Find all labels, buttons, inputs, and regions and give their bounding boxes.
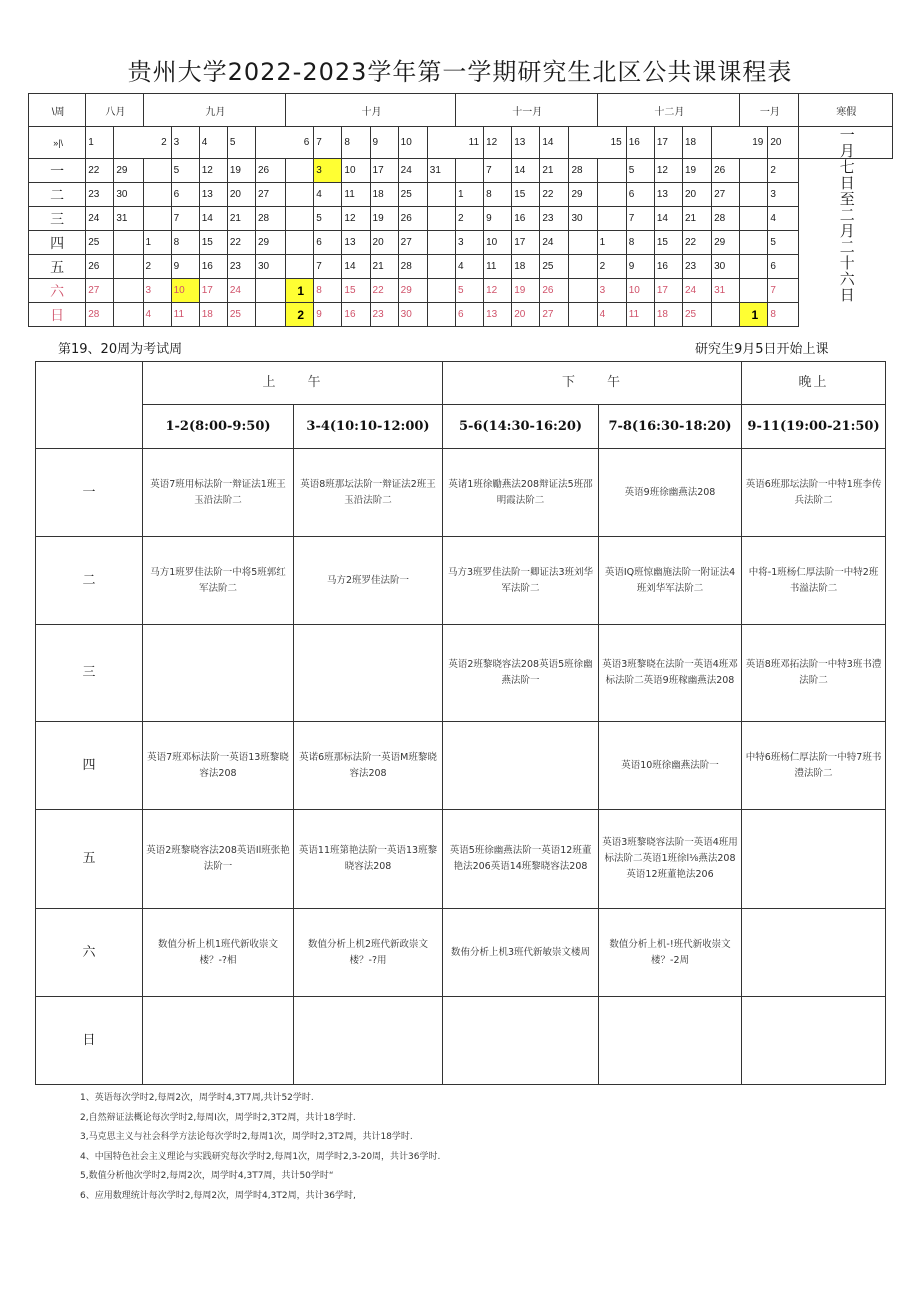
schedule-day-row xyxy=(36,449,886,537)
calendar-date-cell: 1 xyxy=(740,303,768,327)
calendar-date-cell: 4 xyxy=(314,183,342,207)
week-number-19: 19 xyxy=(712,127,768,159)
calendar-date-cell: 19 xyxy=(370,207,398,231)
calendar-date-cell: 4 xyxy=(143,303,171,327)
calendar-day-row xyxy=(29,255,893,279)
class-start-note: 研究生9月5日开始上课 xyxy=(695,342,829,357)
calendar-date-cell: 18 xyxy=(512,255,540,279)
footnote-line: 6、应用数理统计每次学时2,每周2次，周学时4,3T2周，共计36学时, xyxy=(80,1190,356,1201)
calendar-date-cell xyxy=(114,231,143,255)
calendar-date-cell: 28 xyxy=(712,207,740,231)
calendar-date-cell: 22 xyxy=(540,183,569,207)
exam-week-note: 第19、20周为考试周 xyxy=(58,342,183,357)
week-number-3: 3 xyxy=(171,127,199,159)
schedule-day-label: 五 xyxy=(36,810,143,909)
calendar-date-cell: 27 xyxy=(256,183,286,207)
schedule-course-cell: 中特6班杨仁厚法阶一中特7班书澧法阶二 xyxy=(742,722,886,810)
calendar-day-label: 一 xyxy=(29,159,86,183)
calendar-date-cell: 27 xyxy=(398,231,427,255)
calendar-week-row xyxy=(29,127,893,159)
calendar-date-cell: 9 xyxy=(171,255,199,279)
calendar-date-cell: 12 xyxy=(654,159,682,183)
calendar-date-cell xyxy=(427,183,455,207)
calendar-date-cell: 1 xyxy=(455,183,483,207)
calendar-date-cell xyxy=(427,303,455,327)
calendar-day-row xyxy=(29,207,893,231)
calendar-date-cell: 2 xyxy=(143,255,171,279)
calendar-date-cell: 8 xyxy=(626,231,654,255)
calendar-date-cell: 19 xyxy=(682,159,711,183)
calendar-date-cell xyxy=(455,159,483,183)
calendar-date-cell: 16 xyxy=(512,207,540,231)
calendar-day-label: 日 xyxy=(29,303,86,327)
calendar-date-cell: 14 xyxy=(199,207,227,231)
calendar-date-cell: 14 xyxy=(512,159,540,183)
calendar-date-cell: 14 xyxy=(342,255,370,279)
calendar-day-row xyxy=(29,159,893,183)
calendar-date-cell: 30 xyxy=(256,255,286,279)
schedule-day-label: 一 xyxy=(36,449,143,537)
calendar-date-cell: 10 xyxy=(171,279,199,303)
schedule-course-cell: 英语8班邓拓法阶一中特3班书澧法阶二 xyxy=(742,625,886,722)
calendar-date-cell xyxy=(427,279,455,303)
calendar-date-cell: 24 xyxy=(86,207,114,231)
calendar-date-cell: 29 xyxy=(569,183,597,207)
week-number-15: 15 xyxy=(569,127,626,159)
calendar-date-cell: 1 xyxy=(597,231,626,255)
calendar-date-cell xyxy=(597,183,626,207)
calendar-date-cell: 30 xyxy=(712,255,740,279)
calendar-date-cell: 13 xyxy=(199,183,227,207)
schedule-course-cell: 英语7班用标法阶一辩证法1班王玉沿法阶二 xyxy=(143,449,294,537)
calendar-date-cell: 8 xyxy=(171,231,199,255)
schedule-course-cell: 英语2班黎晓容法208英语5班徐幽燕法阶一 xyxy=(443,625,599,722)
schedule-course-cell: 英语9班徐幽燕法208 xyxy=(599,449,742,537)
calendar-date-cell: 11 xyxy=(342,183,370,207)
calendar-date-cell: 20 xyxy=(512,303,540,327)
calendar-date-cell: 18 xyxy=(199,303,227,327)
schedule-course-cell: 马方2班罗佳法阶一 xyxy=(294,537,443,625)
calendar-date-cell: 15 xyxy=(342,279,370,303)
calendar-date-cell: 11 xyxy=(626,303,654,327)
period-9-11: 9-11(19:00-21:50) xyxy=(742,405,886,449)
calendar-date-cell: 3 xyxy=(314,159,342,183)
schedule-course-cell: 英语8班那坛法阶一辩证法2班王玉沿法阶二 xyxy=(294,449,443,537)
calendar-date-cell: 25 xyxy=(86,231,114,255)
session-evening: 晚上 xyxy=(742,362,886,405)
schedule-day-row xyxy=(36,909,886,997)
calendar-date-cell: 13 xyxy=(342,231,370,255)
calendar-date-cell xyxy=(143,207,171,231)
calendar-month-1: 八月 xyxy=(86,94,143,127)
calendar-date-cell: 3 xyxy=(597,279,626,303)
calendar-month-2: 九月 xyxy=(143,94,286,127)
calendar-date-cell xyxy=(286,159,314,183)
calendar-date-cell: 21 xyxy=(370,255,398,279)
calendar-month-4: 十一月 xyxy=(455,94,597,127)
calendar-date-cell xyxy=(569,279,597,303)
schedule-corner xyxy=(36,362,143,449)
calendar-date-cell: 25 xyxy=(540,255,569,279)
calendar-date-cell: 27 xyxy=(86,279,114,303)
calendar-date-cell xyxy=(256,303,286,327)
calendar-date-cell: 31 xyxy=(712,279,740,303)
calendar-date-cell: 26 xyxy=(712,159,740,183)
calendar-date-cell: 8 xyxy=(314,279,342,303)
calendar-date-cell: 5 xyxy=(314,207,342,231)
calendar-date-cell: 22 xyxy=(227,231,255,255)
schedule-day-label: 日 xyxy=(36,997,143,1085)
calendar-date-cell xyxy=(286,207,314,231)
schedule-course-cell: 英语6班那坛法阶一中特1班李传兵法阶二 xyxy=(742,449,886,537)
schedule-course-cell: 数值分析上机-!班代新收崇文楼？-2周 xyxy=(599,909,742,997)
calendar-date-cell: 13 xyxy=(484,303,512,327)
calendar-date-cell xyxy=(114,279,143,303)
calendar-date-cell: 22 xyxy=(370,279,398,303)
calendar-date-cell: 29 xyxy=(712,231,740,255)
calendar-day-label: 五 xyxy=(29,255,86,279)
calendar-date-cell: 4 xyxy=(768,207,798,231)
calendar-date-cell: 6 xyxy=(171,183,199,207)
footnote-line: 1、英语每次学时2,每周2次，周学时4,3T7周,共计52学时. xyxy=(80,1093,314,1103)
calendar-date-cell: 8 xyxy=(484,183,512,207)
schedule-course-cell: 数值分析上机2班代新政崇文楼？-?用 xyxy=(294,909,443,997)
period-5-6: 5-6(14:30-16:20) xyxy=(443,405,599,449)
calendar-date-cell: 30 xyxy=(569,207,597,231)
calendar-date-cell: 7 xyxy=(314,255,342,279)
calendar-date-cell: 12 xyxy=(342,207,370,231)
calendar-date-cell: 15 xyxy=(654,231,682,255)
calendar-date-cell: 30 xyxy=(398,303,427,327)
schedule-course-cell xyxy=(143,625,294,722)
schedule-day-row xyxy=(36,537,886,625)
calendar-date-cell: 23 xyxy=(540,207,569,231)
calendar-date-cell: 12 xyxy=(199,159,227,183)
calendar-date-cell: 10 xyxy=(342,159,370,183)
calendar-date-cell: 3 xyxy=(768,183,798,207)
calendar-date-cell xyxy=(740,159,768,183)
period-1-2: 1-2(8:00-9:50) xyxy=(143,405,294,449)
calendar-date-cell: 7 xyxy=(626,207,654,231)
calendar-corner-bottom: »|\ xyxy=(29,127,86,159)
calendar-date-cell: 2 xyxy=(597,255,626,279)
calendar-date-cell: 8 xyxy=(768,303,798,327)
schedule-course-cell xyxy=(742,909,886,997)
schedule-course-cell xyxy=(294,997,443,1085)
calendar-date-cell xyxy=(712,303,740,327)
calendar-date-cell: 1 xyxy=(143,231,171,255)
calendar-date-cell: 5 xyxy=(455,279,483,303)
calendar-date-cell xyxy=(740,207,768,231)
calendar-day-row xyxy=(29,183,893,207)
calendar-date-cell: 23 xyxy=(370,303,398,327)
course-schedule xyxy=(35,361,886,1085)
calendar-date-cell: 7 xyxy=(171,207,199,231)
calendar-date-cell: 6 xyxy=(768,255,798,279)
week-number-6: 6 xyxy=(256,127,314,159)
schedule-course-cell: 英语10班徐幽燕法阶一 xyxy=(599,722,742,810)
week-number-12: 12 xyxy=(484,127,512,159)
calendar-date-cell: 31 xyxy=(427,159,455,183)
schedule-course-cell xyxy=(443,722,599,810)
schedule-day-row xyxy=(36,722,886,810)
schedule-course-cell: 中将-1班杨仁厚法阶一中特2班书溢法阶二 xyxy=(742,537,886,625)
footnote-line: 3,马克思主义与社会科学方法论每次学时2,每周1次，周学时2,3T2周，共计18学时. xyxy=(80,1132,413,1142)
schedule-course-cell: 英语3班黎晓在法阶一英语4班邓标法阶二英语9班稼幽燕法208 xyxy=(599,625,742,722)
calendar-corner-top: \周 xyxy=(29,94,86,127)
calendar-date-cell: 18 xyxy=(370,183,398,207)
week-number-11: 11 xyxy=(427,127,483,159)
calendar-date-cell: 31 xyxy=(114,207,143,231)
calendar-date-cell: 24 xyxy=(540,231,569,255)
calendar-date-cell: 11 xyxy=(171,303,199,327)
calendar-date-cell: 23 xyxy=(682,255,711,279)
week-number-18: 18 xyxy=(682,127,711,159)
calendar-date-cell: 28 xyxy=(569,159,597,183)
week-number-1: 1 xyxy=(86,127,114,159)
calendar-date-cell: 27 xyxy=(712,183,740,207)
page-title: 贵州大学2022-2023学年第一学期研究生北区公共课课程表 xyxy=(127,58,793,86)
calendar-date-cell: 16 xyxy=(199,255,227,279)
schedule-day-label: 二 xyxy=(36,537,143,625)
schedule-course-cell: 英语11班第艳法阶一英语13班黎晓容法208 xyxy=(294,810,443,909)
calendar-date-cell: 23 xyxy=(227,255,255,279)
calendar-date-cell: 20 xyxy=(370,231,398,255)
calendar-date-cell: 21 xyxy=(682,207,711,231)
calendar-date-cell: 26 xyxy=(540,279,569,303)
calendar-date-cell xyxy=(286,255,314,279)
calendar-date-cell: 9 xyxy=(484,207,512,231)
calendar-date-cell: 28 xyxy=(256,207,286,231)
calendar-date-cell: 22 xyxy=(86,159,114,183)
schedule-day-label: 三 xyxy=(36,625,143,722)
calendar-date-cell: 17 xyxy=(370,159,398,183)
schedule-day-label: 四 xyxy=(36,722,143,810)
calendar-date-cell: 20 xyxy=(682,183,711,207)
week-number-16: 16 xyxy=(626,127,654,159)
calendar-day-label: 四 xyxy=(29,231,86,255)
calendar-date-cell: 20 xyxy=(227,183,255,207)
calendar-date-cell: 29 xyxy=(398,279,427,303)
calendar-date-cell: 5 xyxy=(171,159,199,183)
week-number-17: 17 xyxy=(654,127,682,159)
calendar-date-cell: 3 xyxy=(455,231,483,255)
calendar-date-cell xyxy=(427,255,455,279)
schedule-day-label: 六 xyxy=(36,909,143,997)
calendar-date-cell: 29 xyxy=(256,231,286,255)
schedule-course-cell: 英语5班徐幽燕法阶一英语12班董艳法206英语14班黎晓容法208 xyxy=(443,810,599,909)
calendar-month-3: 十月 xyxy=(286,94,456,127)
calendar-date-cell: 7 xyxy=(768,279,798,303)
footnote-line: 4、中国特色社会主义理论与实践研究每次学时2,每周1次，周学时2,3-20周，共计36学时. xyxy=(80,1151,441,1162)
schedule-course-cell: 数侑分析上机3班代新敏崇文楼周 xyxy=(443,909,599,997)
calendar-date-cell xyxy=(256,279,286,303)
calendar-date-cell: 5 xyxy=(768,231,798,255)
calendar-date-cell: 24 xyxy=(227,279,255,303)
calendar-month-5: 十二月 xyxy=(597,94,740,127)
week-number-8: 8 xyxy=(342,127,370,159)
calendar-date-cell: 1 xyxy=(286,279,314,303)
calendar-date-cell: 3 xyxy=(143,279,171,303)
calendar-date-cell: 26 xyxy=(86,255,114,279)
schedule-course-cell xyxy=(443,997,599,1085)
calendar-day-label: 六 xyxy=(29,279,86,303)
session-afternoon: 下 午 xyxy=(443,362,742,405)
calendar-date-cell: 6 xyxy=(626,183,654,207)
calendar-date-cell: 26 xyxy=(256,159,286,183)
calendar-date-cell: 21 xyxy=(227,207,255,231)
schedule-course-cell: 马方3班罗佳法阶一卿证法3班刘华军法阶二 xyxy=(443,537,599,625)
schedule-course-cell xyxy=(143,997,294,1085)
calendar-date-cell: 17 xyxy=(199,279,227,303)
calendar-date-cell: 25 xyxy=(227,303,255,327)
schedule-day-row xyxy=(36,997,886,1085)
calendar-date-cell xyxy=(569,231,597,255)
calendar-date-cell xyxy=(740,279,768,303)
schedule-course-cell: 英诺6班那标法阶一英语M班黎晓容法208 xyxy=(294,722,443,810)
calendar-date-cell: 17 xyxy=(512,231,540,255)
week-number-2: 2 xyxy=(114,127,171,159)
winter-break-label: 寒假 xyxy=(798,94,893,127)
calendar-date-cell xyxy=(286,231,314,255)
schedule-course-cell: 英诸1班徐勵燕法208辩证法5班邵明霞法阶二 xyxy=(443,449,599,537)
week-number-20: 20 xyxy=(768,127,798,159)
calendar-day-label: 二 xyxy=(29,183,86,207)
calendar-date-cell: 2 xyxy=(455,207,483,231)
calendar-date-cell: 26 xyxy=(398,207,427,231)
calendar-date-cell: 5 xyxy=(626,159,654,183)
calendar-date-cell: 10 xyxy=(484,231,512,255)
schedule-course-cell xyxy=(294,625,443,722)
session-morning: 上 午 xyxy=(143,362,443,405)
winter-break-dates: 一月七日至二月二十六日 xyxy=(798,127,893,159)
calendar-date-cell: 25 xyxy=(398,183,427,207)
calendar-date-cell: 2 xyxy=(286,303,314,327)
academic-calendar xyxy=(28,93,893,327)
calendar-day-label: 三 xyxy=(29,207,86,231)
period-7-8: 7-8(16:30-18:20) xyxy=(599,405,742,449)
calendar-date-cell: 18 xyxy=(654,303,682,327)
calendar-date-cell: 23 xyxy=(86,183,114,207)
calendar-date-cell xyxy=(740,231,768,255)
course-footnotes xyxy=(80,1089,440,1206)
week-number-5: 5 xyxy=(227,127,255,159)
calendar-date-cell: 27 xyxy=(540,303,569,327)
calendar-date-cell: 19 xyxy=(512,279,540,303)
schedule-course-cell: 马方1班罗佳法阶一中将5班郭红军法阶二 xyxy=(143,537,294,625)
period-3-4: 3-4(10:10-12:00) xyxy=(294,405,443,449)
calendar-date-cell: 9 xyxy=(626,255,654,279)
calendar-date-cell: 15 xyxy=(512,183,540,207)
schedule-course-cell: 英语3班黎晓容法阶一英语4班用标法阶二英语1班徐l⅛燕法208英语12班董艳法206 xyxy=(599,810,742,909)
schedule-day-row xyxy=(36,625,886,722)
calendar-date-cell xyxy=(740,255,768,279)
calendar-day-row xyxy=(29,231,893,255)
calendar-month-6: 一月 xyxy=(740,94,798,127)
calendar-date-cell xyxy=(427,231,455,255)
calendar-date-cell xyxy=(143,183,171,207)
calendar-date-cell: 30 xyxy=(114,183,143,207)
calendar-day-row xyxy=(29,303,893,327)
calendar-date-cell: 4 xyxy=(597,303,626,327)
footnote-line: 2,自然辩证法概论每次学时2,每周I次，周学时2,3T2周，共计18学时. xyxy=(80,1112,356,1123)
calendar-date-cell: 17 xyxy=(654,279,682,303)
week-number-14: 14 xyxy=(540,127,569,159)
session-header-row xyxy=(36,362,886,405)
calendar-date-cell: 25 xyxy=(682,303,711,327)
week-number-13: 13 xyxy=(512,127,540,159)
calendar-date-cell: 10 xyxy=(626,279,654,303)
calendar-date-cell: 19 xyxy=(227,159,255,183)
calendar-date-cell: 28 xyxy=(86,303,114,327)
calendar-date-cell xyxy=(740,183,768,207)
calendar-date-cell xyxy=(569,255,597,279)
calendar-date-cell xyxy=(569,303,597,327)
calendar-date-cell xyxy=(143,159,171,183)
schedule-course-cell xyxy=(742,810,886,909)
calendar-date-cell: 7 xyxy=(484,159,512,183)
calendar-date-cell: 2 xyxy=(768,159,798,183)
calendar-date-cell: 15 xyxy=(199,231,227,255)
calendar-date-cell: 24 xyxy=(398,159,427,183)
calendar-date-cell: 11 xyxy=(484,255,512,279)
calendar-day-row xyxy=(29,279,893,303)
schedule-course-cell: 数值分析上机1班代新收崇文楼？-?相 xyxy=(143,909,294,997)
period-header-row xyxy=(36,405,886,449)
schedule-course-cell: 英语2班黎晓容法208英语Il班张艳法阶一 xyxy=(143,810,294,909)
week-number-7: 7 xyxy=(314,127,342,159)
calendar-date-cell xyxy=(597,207,626,231)
calendar-date-cell xyxy=(114,303,143,327)
calendar-date-cell xyxy=(427,207,455,231)
calendar-date-cell: 14 xyxy=(654,207,682,231)
calendar-date-cell: 22 xyxy=(682,231,711,255)
calendar-date-cell: 6 xyxy=(314,231,342,255)
calendar-date-cell: 29 xyxy=(114,159,143,183)
footnote-line: 5,数值分析他次学时2,每周2次，周学时4,3T7周，共计50学时“ xyxy=(80,1171,334,1181)
calendar-date-cell xyxy=(597,159,626,183)
calendar-date-cell xyxy=(286,183,314,207)
calendar-date-cell: 12 xyxy=(484,279,512,303)
schedule-course-cell xyxy=(742,997,886,1085)
calendar-date-cell: 21 xyxy=(540,159,569,183)
schedule-course-cell xyxy=(599,997,742,1085)
schedule-course-cell: 英语IQ班惊幽施法阶一附证法4班刘华军法阶二 xyxy=(599,537,742,625)
week-number-10: 10 xyxy=(398,127,427,159)
calendar-date-cell: 24 xyxy=(682,279,711,303)
schedule-course-cell: 英语7班邓标法阶一英语13班黎晓容法208 xyxy=(143,722,294,810)
week-number-4: 4 xyxy=(199,127,227,159)
calendar-date-cell xyxy=(114,255,143,279)
calendar-date-cell: 4 xyxy=(455,255,483,279)
calendar-date-cell: 6 xyxy=(455,303,483,327)
calendar-month-row xyxy=(29,94,893,127)
calendar-date-cell: 28 xyxy=(398,255,427,279)
calendar-date-cell: 13 xyxy=(654,183,682,207)
calendar-date-cell: 16 xyxy=(342,303,370,327)
schedule-day-row xyxy=(36,810,886,909)
week-number-9: 9 xyxy=(370,127,398,159)
calendar-date-cell: 16 xyxy=(654,255,682,279)
calendar-date-cell: 9 xyxy=(314,303,342,327)
